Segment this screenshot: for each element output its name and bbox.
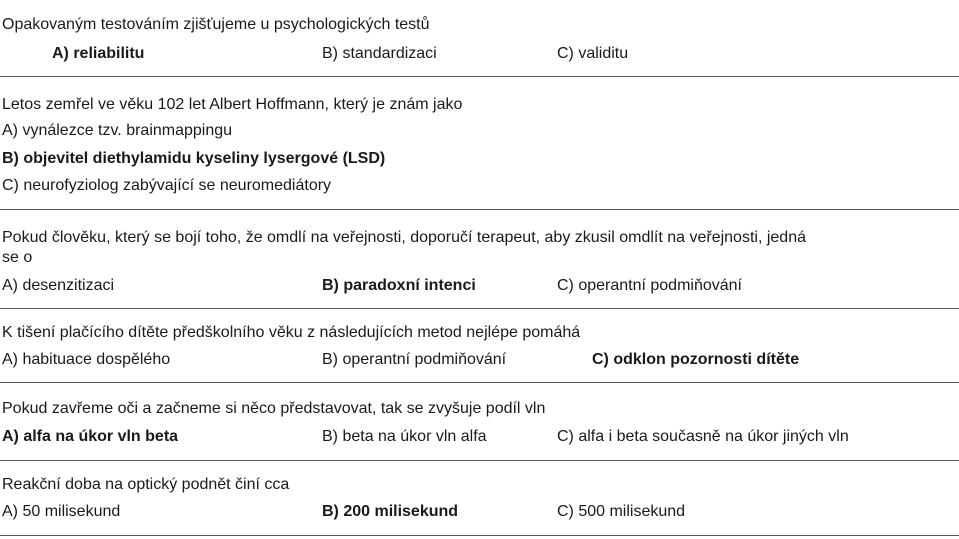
divider [0,460,959,461]
question-1-text: Opakovaným testováním zjišťujeme u psychologických testů [2,16,430,33]
question-2-option-b: B) objevitel diethylamidu kyseliny lysergové (LSD) [2,150,386,167]
question-4-option-b: B) operantní podmiňování [322,351,507,368]
question-1-option-c: C) validitu [557,45,629,62]
divider [0,209,959,210]
question-3-text-line-1: Pokud člověku, který se bojí toho, že omdlí na veřejnosti, doporučí terapeut, aby zkusil omdlít na veřejnosti, jedná [2,229,806,246]
question-2-text: Letos zemřel ve věku 102 let Albert Hoffmann, který je znám jako [2,96,463,113]
question-3-option-b: B) paradoxní intenci [322,277,476,294]
question-1-option-b: B) standardizaci [322,45,437,62]
question-5-option-b: B) beta na úkor vln alfa [322,428,487,445]
question-6-text: Reakční doba na optický podnět činí cca [2,476,290,493]
question-3-option-c: C) operantní podmiňování [557,277,742,294]
question-5-option-c: C) alfa i beta současně na úkor jiných vln [557,428,849,445]
question-6-option-c: C) 500 milisekund [557,503,686,520]
question-4-option-c: C) odklon pozornosti dítěte [592,351,800,368]
question-6-option-b: B) 200 milisekund [322,503,459,520]
divider [0,308,959,309]
question-2-option-a: A) vynálezce tzv. brainmappingu [2,122,233,139]
question-1-option-a: A) reliabilitu [52,45,145,62]
divider [0,382,959,383]
question-3-text-line-2: se o [2,249,33,266]
question-2-option-c: C) neurofyziolog zabývající se neuromediátory [2,177,332,194]
divider [0,535,959,536]
question-3-option-a: A) desenzitizaci [2,277,115,294]
divider [0,76,959,77]
question-6-option-a: A) 50 milisekund [2,503,121,520]
question-4-text: K tišení plačícího dítěte předškolního věku z následujících metod nejlépe pomáhá [2,324,581,341]
question-5-text: Pokud zavřeme oči a začneme si něco představovat, tak se zvyšuje podíl vln [2,400,546,417]
question-4-option-a: A) habituace dospělého [2,351,171,368]
question-5-option-a: A) alfa na úkor vln beta [2,428,179,445]
